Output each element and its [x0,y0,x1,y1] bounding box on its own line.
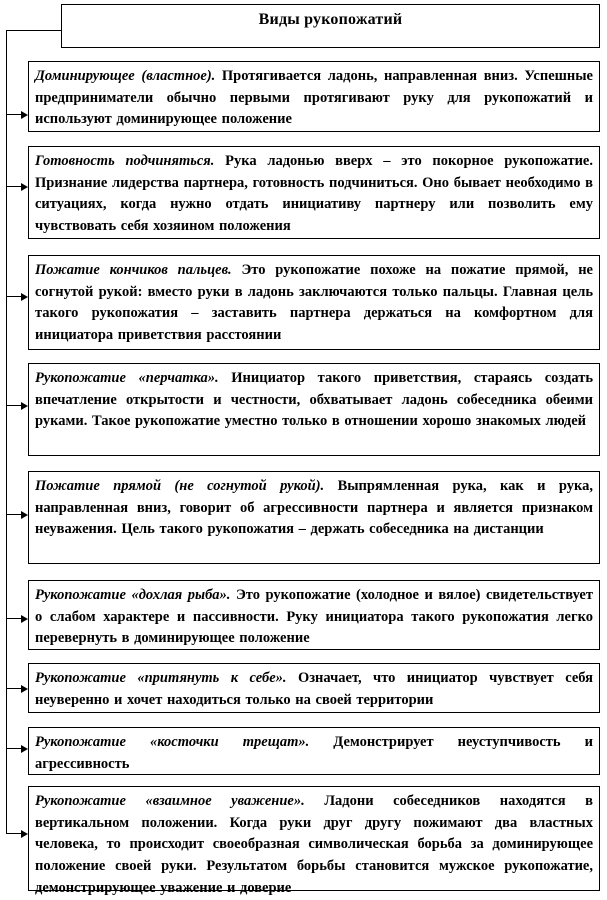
diagram-title: Виды рукопожатий [258,11,403,28]
handshake-type-text: Выпрямленная рука, как и рука, направленная вниз, говорит об агрессивности партнера и является признаком неуважения. Цель такого рукопожатия – держать собеседника на дистанции [35,478,594,538]
connector-arrow-line [6,688,21,689]
handshake-type-term: Готовность подчиняться. [35,153,215,169]
handshake-type-description [35,66,593,131]
handshake-type-description [35,368,593,433]
handshake-type-text: Протягивается ладонь, направленная вниз. Успешные предприниматели обычно первыми протягивают руку для рукопожатий и используют доминирующее положение [35,68,593,128]
arrow-head-icon [21,183,28,191]
handshake-type-term: Рукопожатие «притянуть к себе». [35,670,287,686]
handshake-type-text: Демонстрирует неуступчивость и агрессивность [35,734,593,772]
handshake-type-box [28,146,600,239]
handshake-type-term: Пожатие кончиков пальцев. [35,262,232,278]
connector-arrow-line [6,618,21,619]
handshake-type-term: Рукопожатие «взаимное уважение». [35,793,305,809]
arrow-head-icon [21,615,28,623]
handshake-type-text: Инициатор такого приветствия, стараясь создать впечатление открытости и честности, обхватывает ладонь собеседника обеими руками. Такое рукопожатие уместно только в отношении хорошо знакомых людей [35,370,594,430]
handshake-type-box [28,363,600,456]
arrow-head-icon [21,685,28,693]
diagram-title-box [61,4,600,48]
connector-spine [6,30,7,833]
handshake-type-description [35,476,593,541]
connector-arrow-line [6,186,21,187]
arrow-head-icon [21,402,28,410]
arrow-head-icon [21,830,28,838]
connector-title-link [6,30,61,31]
handshake-type-term: Рукопожатие «косточки трещат». [35,734,310,750]
handshake-type-box [28,786,600,896]
handshake-type-box [28,471,600,564]
connector-arrow-line [6,114,21,115]
handshake-type-box [28,663,600,713]
handshake-type-description [35,585,593,650]
arrow-head-icon [21,111,28,119]
connector-arrow-line [6,405,21,406]
handshake-type-text: Это рукопожатие похоже на пожатие прямой, не согнутой рукой: вместо руки в ладонь заключаются только пальцы. Главная цель такого рукопожатия – заставить партнера держаться на комфортном для инициатора приветствия расстоянии [35,262,593,344]
handshake-type-text: Рука ладонью вверх – это покорное рукопожатие. Признание лидерства партнера, готовность подчиниться. Оно бывает необходимо в ситуациях, когда нужно отдать инициативу партнеру или позволить ему чувствовать себя хозяином положения [35,153,593,235]
handshake-type-description [35,668,593,711]
connector-arrow-line [6,514,21,515]
handshake-type-box [28,61,600,132]
connector-arrow-line [6,833,21,834]
connector-arrow-line [6,748,21,749]
handshake-type-description [35,260,593,347]
handshake-type-term: Рукопожатие «дохлая рыба». [35,587,231,603]
connector-arrow-line [6,296,21,297]
arrow-head-icon [21,745,28,753]
handshake-type-box [28,727,600,775]
handshake-type-box [28,580,600,650]
arrow-head-icon [21,511,28,519]
handshake-type-box [28,255,600,350]
handshake-type-text: Это рукопожатие (холодное и вялое) свидетельствует о слабом характере и пассивности. Руку инициатора такого рукопожатия легко перевернуть в доминирующее положение [35,587,593,647]
handshake-type-description [35,151,593,238]
handshake-type-text: Означает, что инициатор чувствует себя неуверенно и хочет находиться только на своей территории [35,670,593,708]
handshake-type-description [35,732,593,775]
arrow-head-icon [21,293,28,301]
handshake-type-description [35,791,593,900]
handshake-type-term: Рукопожатие «перчатка». [35,370,219,386]
handshake-type-text: Ладони собеседников находятся в вертикальном положении. Когда руки друг другу пожимают два властных человека, то происходит своеобразная символическая борьба за доминирующее положение своей руки. Результатом борьбы становится мужское рукопожатие, демонстрирующее уважение и доверие [35,793,594,896]
handshake-type-term: Пожатие прямой (не согнутой рукой). [35,478,325,494]
handshake-type-term: Доминирующее (властное). [35,68,216,84]
